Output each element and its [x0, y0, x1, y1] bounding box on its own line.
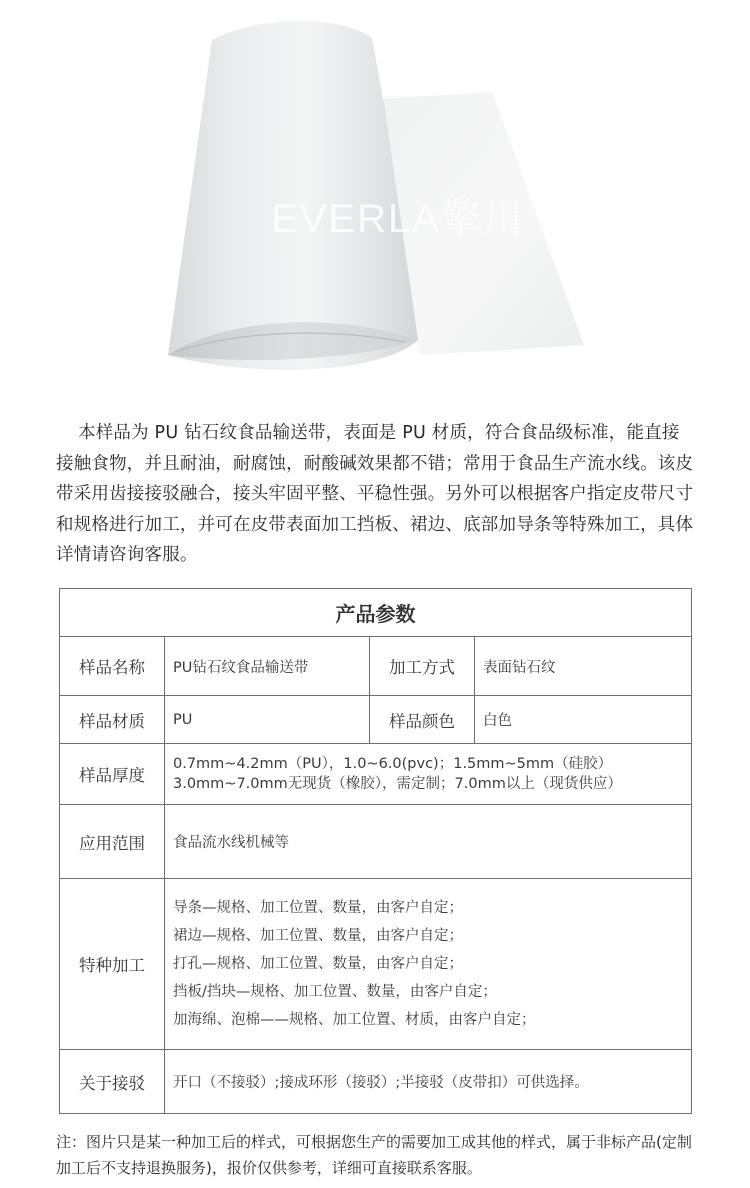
scope-label: 应用范围	[60, 805, 165, 879]
special-line: 打孔—规格、加工位置、数量，由客户自定；	[173, 956, 463, 972]
special-line: 导条—规格、加工位置、数量，由客户自定；	[173, 900, 463, 916]
product-description: 本样品为 PU 钻石纹食品输送带，表面是 PU 材质，符合食品级标准，能直接接触食物，并且耐油，耐腐蚀，耐酸碱效果都不错；常用于食品生产流水线。该皮带采用齿接接驳融合，接头牢固平整、平稳性强。另外可以根据客户指定皮带尺寸和规格进行加工，并可在皮带表面加工挡板、裙边、底部加导条等特殊加工，具体详情请咨询客服。	[56, 423, 694, 565]
material-value: PU	[165, 696, 370, 744]
process-value: 表面钻石纹	[475, 637, 692, 696]
product-image	[0, 0, 750, 400]
special-line: 裙边—规格、加工位置、数量，由客户自定；	[173, 928, 463, 944]
special-line: 挡板/挡块—规格、加工位置、数量，由客户自定；	[173, 984, 497, 1000]
footnote: 注：图片只是某一种加工后的样式，可根据您生产的需要加工成其他的样式，属于非标产品(定制加工后不支持退换服务)，报价仅供参考，详细可直接联系客服。	[56, 1133, 692, 1177]
thickness-label: 样品厚度	[60, 744, 165, 805]
scope-value: 食品流水线机械等	[165, 805, 692, 879]
process-label: 加工方式	[370, 637, 475, 696]
special-value	[165, 879, 692, 1050]
special-line: 加海绵、泡棉——规格、加工位置、材质，由客户自定；	[173, 1012, 536, 1028]
color-label: 样品颜色	[370, 696, 475, 744]
name-value: PU钻石纹食品输送带	[165, 637, 370, 696]
joint-value: 开口（不接驳）;接成环形（接驳）;半接驳（皮带扣）可供选择。	[165, 1050, 692, 1114]
special-label: 特种加工	[60, 879, 165, 1050]
color-value: 白色	[475, 696, 692, 744]
table-title: 产品参数	[60, 589, 692, 637]
thickness-line: 3.0mm~7.0mm无现货（橡胶），需定制；7.0mm以上（现货供应）	[173, 776, 622, 792]
thickness-line: 0.7mm~4.2mm（PU），1.0~6.0(pvc)；1.5mm~5mm（硅胶）	[173, 756, 613, 772]
joint-label: 关于接驳	[60, 1050, 165, 1114]
watermark-text: EVERLA擎川	[271, 197, 525, 241]
thickness-value	[165, 744, 692, 805]
product-params-table	[59, 588, 692, 1114]
material-label: 样品材质	[60, 696, 165, 744]
name-label: 样品名称	[60, 637, 165, 696]
